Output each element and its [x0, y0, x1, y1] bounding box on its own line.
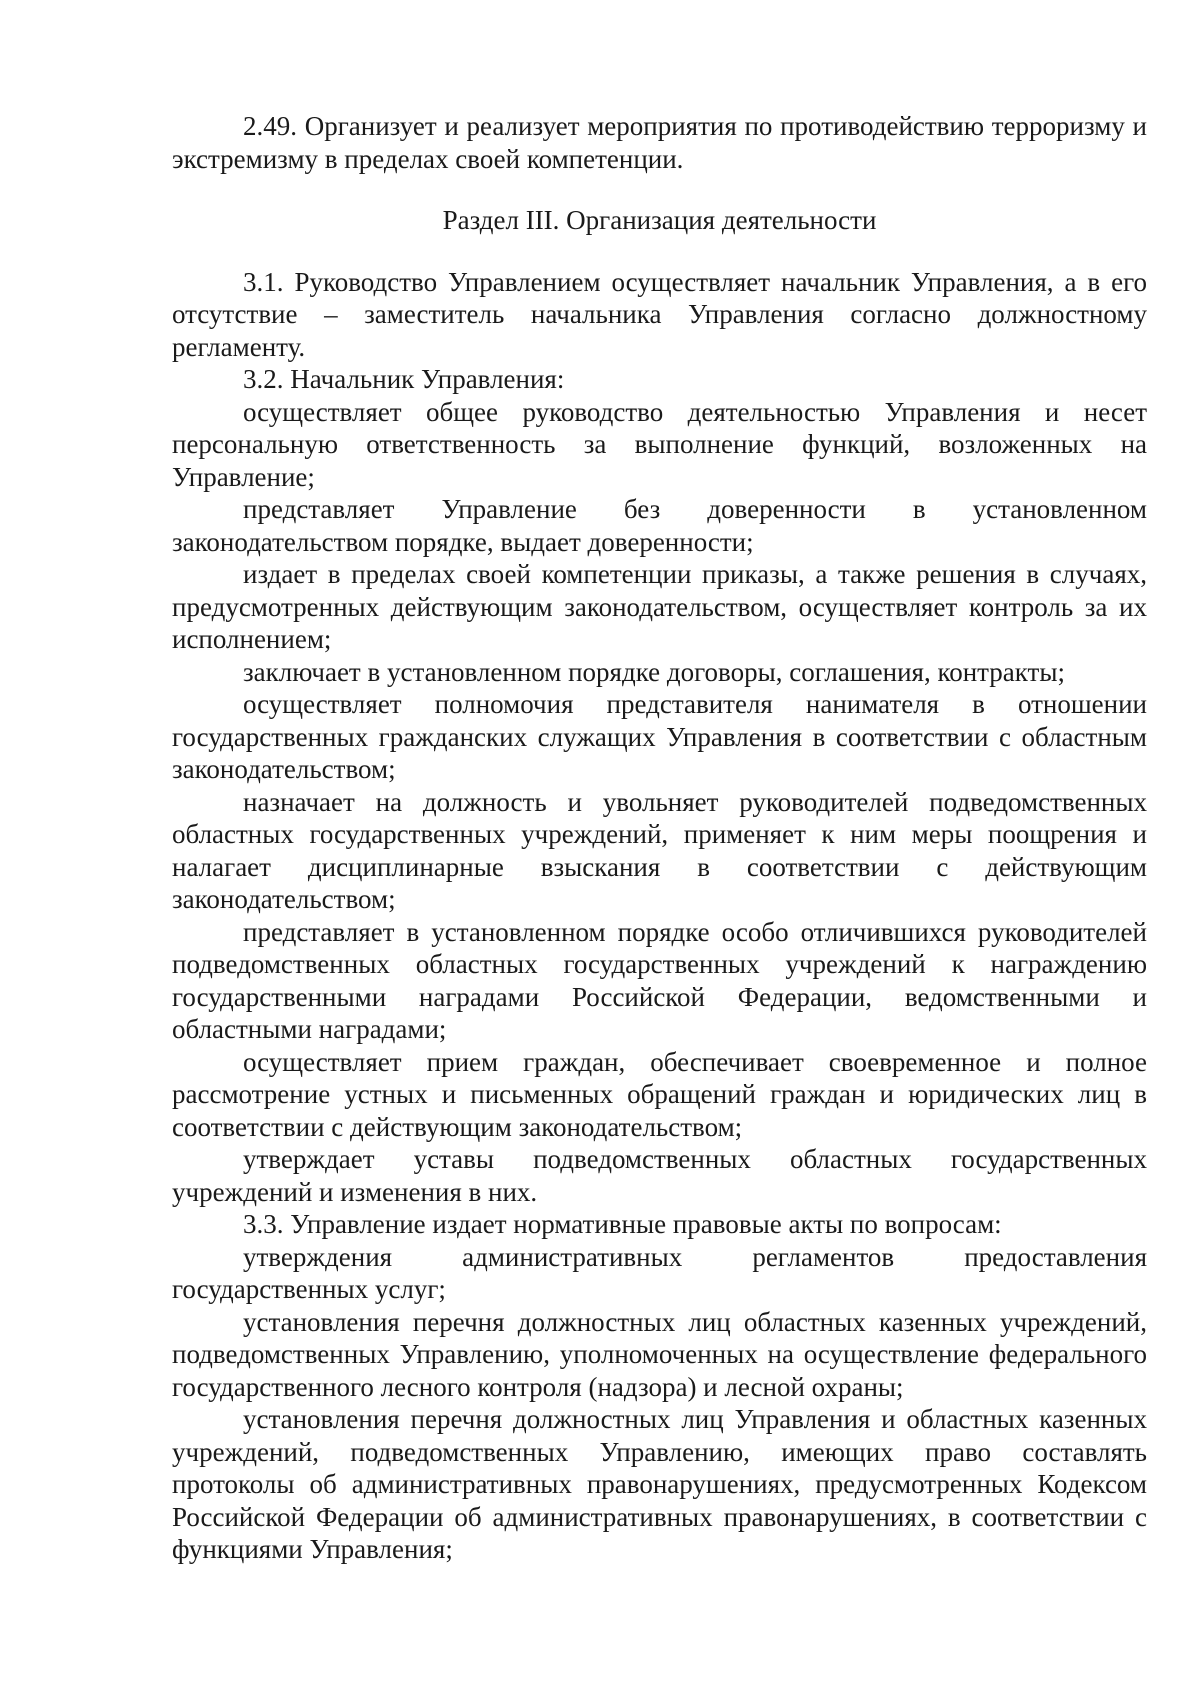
head-power-item: назначает на должность и увольняет руководителей подведомственных областных государственных учреждений, применяет к ним меры поощрения и налагает дисциплинарные взыскания в соответствии с действующим законодательством;	[172, 786, 1147, 914]
head-power-item: заключает в установленном порядке договоры, соглашения, контракты;	[243, 656, 1065, 687]
paragraph-3-1: 3.1. Руководство Управлением осуществляет начальник Управления, а в его отсутствие – заместитель начальника Управления согласно должностному регламенту.	[172, 266, 1147, 362]
legal-act-topic-item: установления перечня должностных лиц областных казенных учреждений, подведомственных Управлению, уполномоченных на осуществление федерального государственного лесного контроля (надзора) и лесной охраны;	[172, 1306, 1147, 1402]
head-power-item: осуществляет полномочия представителя нанимателя в отношении государственных гражданских служащих Управления в соответствии с областным законодательством;	[172, 689, 1147, 784]
legal-act-topic-item: утверждения административных регламентов предоставления государственных услуг;	[172, 1241, 1147, 1304]
paragraph-3-2-intro: 3.2. Начальник Управления:	[243, 364, 565, 394]
head-power-item: представляет Управление без доверенности в установленном законодательством порядке, выдает доверенности;	[172, 494, 1147, 557]
head-power-item: издает в пределах своей компетенции приказы, а также решения в случаях, предусмотренных действующим законодательством, осуществляет контроль за их исполнением;	[172, 559, 1147, 654]
document-page	[172, 110, 1147, 1566]
legal-act-topic-item: установления перечня должностных лиц Управления и областных казенных учреждений, подведомственных Управлению, имеющих право составлять протоколы об административных правонарушениях, предусмотренных Кодексом Российской Федерации об административных правонарушениях, в соответствии с функциями Управления;	[172, 1404, 1147, 1564]
paragraph-3-3-intro: 3.3. Управление издает нормативные правовые акты по вопросам:	[243, 1209, 1002, 1239]
paragraph-2-49: 2.49. Организует и реализует мероприятия по противодействию терроризму и экстремизму в пределах своей компетенции.	[172, 111, 1147, 174]
section-title: Раздел III. Организация деятельности	[442, 205, 877, 235]
head-power-item: осуществляет прием граждан, обеспечивает своевременное и полное рассмотрение устных и письменных обращений граждан и юридических лиц в соответствии с действующим законодательством;	[172, 1046, 1147, 1142]
head-power-item: осуществляет общее руководство деятельностью Управления и несет персональную ответственность за выполнение функций, возложенных на Управление;	[172, 396, 1147, 492]
head-power-item: утверждает уставы подведомственных областных государственных учреждений и изменения в них.	[172, 1144, 1147, 1207]
head-power-item: представляет в установленном порядке особо отличившихся руководителей подведомственных областных государственных учреждений к награждению государственными наградами Российской Федерации, ведомственными и областными наградами;	[172, 916, 1147, 1044]
